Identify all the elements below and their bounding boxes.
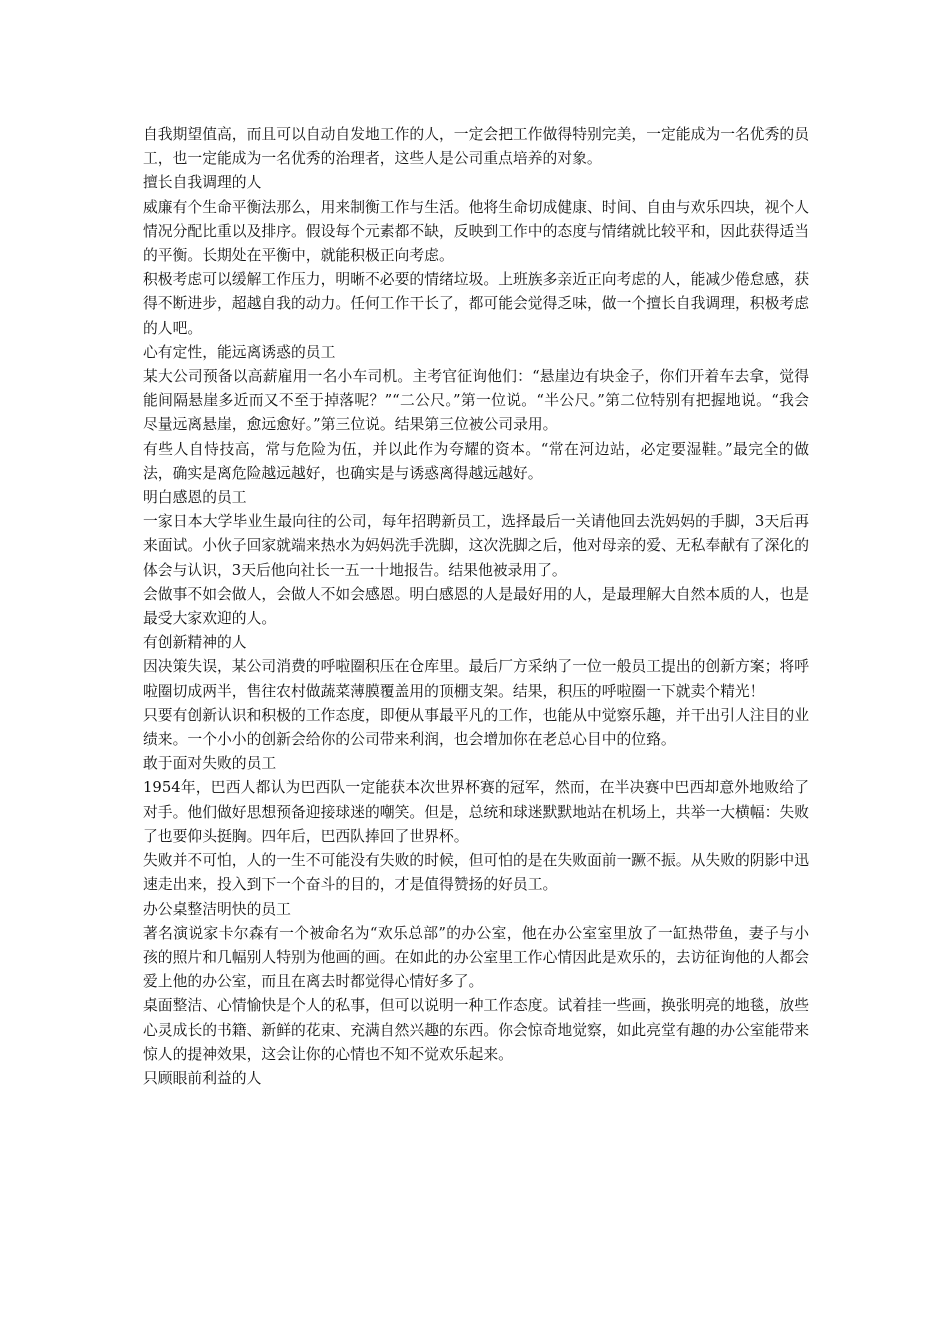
section-heading: 心有定性，能远离诱惑的员工 bbox=[143, 343, 336, 361]
paragraph: 积极考虑可以缓解工作压力，明晰不必要的情绪垃圾。上班族多亲近正向考虑的人，能减少倦怠感，获得不断进步，超越自我的动力。任何工作干长了，都可能会觉得乏味，做一个擅长自我调理，积极考虑的人吧。 bbox=[143, 271, 809, 337]
paragraph: 失败并不可怕，人的一生不可能没有失败的时候，但可怕的是在失败面前一蹶不振。从失败的阴影中迅速走出来，投入到下一个奋斗的目的，才是值得赞扬的好员工。 bbox=[143, 852, 809, 894]
paragraph: 只要有创新认识和积极的工作态度，即便从事最平凡的工作，也能从中觉察乐趣，并干出引人注目的业绩来。一个小小的创新会给你的公司带来利润，也会增加你在老总心目中的位臵。 bbox=[143, 706, 809, 749]
paragraph: 会做事不如会做人，会做人不如会感恩。明白感恩的人是最好用的人，是最理解大自然本质的人，也是最受大家欢迎的人。 bbox=[143, 585, 809, 628]
section-heading: 办公桌整洁明快的员工 bbox=[143, 900, 291, 918]
paragraph: 桌面整洁、心情愉快是个人的私事，但可以说明一种工作态度。试着挂一些画，换张明亮的地毯，放些心灵成长的书籍、新鲜的花束、充满自然兴趣的东西。你会惊奇地觉察，如此亮堂有趣的办公室能带来惊人的提神效果，这会让你的心情也不知不觉欢乐起来。 bbox=[143, 997, 809, 1063]
paragraph: 威廉有个生命平衡法那么，用来制衡工作与生活。他将生命切成健康、时间、自由与欢乐四块，视个人情况分配比重以及排序。假设每个元素都不缺，反映到工作中的态度与情绪就比较平和，因此获得适当的平衡。长期处在平衡中，就能积极正向考虑。 bbox=[143, 198, 809, 265]
paragraph: 某大公司预备以高薪雇用一名小车司机。主考官征询他们：“悬崖边有块金子，你们开着车去拿，觉得能间隔悬崖多近而又不至于掉落呢？”“二公尺。”第一位说。“半公尺。”第二位特别有把握地说。“我会尽量远离悬崖，愈远愈好。”第三位说。结果第三位被公司录用。 bbox=[143, 368, 809, 434]
paragraph: 有些人自恃技高，常与危险为伍，并以此作为夸耀的资本。“常在河边站，必定要湿鞋。”最完全的做法，确实是离危险越远越好，也确实是与诱惑离得越远越好。 bbox=[143, 440, 809, 482]
paragraph: 1954年，巴西人都认为巴西队一定能获本次世界杯赛的冠军，然而，在半决赛中巴西却意外地败给了对手。他们做好思想预备迎接球迷的嘲笑。但是，总统和球迷默默地站在机场上，共举一大横幅：失败了也要仰头挺胸。四年后，巴西队捧回了世界杯。 bbox=[143, 779, 809, 845]
paragraph: 因决策失误，某公司消费的呼啦圈积压在仓库里。最后厂方采纳了一位一般员工提出的创新方案；将呼啦圈切成两半，售往农村做蔬菜薄膜覆盖用的顶棚支架。结果，积压的呼啦圈一下就卖个精光！ bbox=[143, 658, 809, 700]
paragraph: 自我期望值高，而且可以自动自发地工作的人，一定会把工作做得特别完美，一定能成为一名优秀的员工，也一定能成为一名优秀的治理者，这些人是公司重点培养的对象。 bbox=[143, 126, 809, 168]
paragraph: 著名演说家卡尔森有一个被命名为“欢乐总部”的办公室，他在办公室室里放了一缸热带鱼，妻子与小孩的照片和几幅别人特别为他画的画。在如此的办公室里工作心情因此是欢乐的，去访征询他的人都会爱上他的办公室，而且在离去时都觉得心情好多了。 bbox=[143, 924, 809, 991]
paragraph: 一家日本大学毕业生最向往的公司，每年招聘新员工，选择最后一关请他回去洗妈妈的手脚，3天后再来面试。小伙子回家就端来热水为妈妈洗手洗脚，这次洗脚之后，他对母亲的爱、无私奉献有了深化的体会与认识，3天后他向社长一五一十地报告。结果他被录用了。 bbox=[143, 513, 809, 579]
section-heading: 擅长自我调理的人 bbox=[143, 174, 262, 192]
section-heading: 有创新精神的人 bbox=[143, 634, 247, 652]
section-heading: 明白感恩的员工 bbox=[143, 489, 247, 507]
document-body bbox=[143, 123, 809, 1091]
section-heading: 敢于面对失败的员工 bbox=[143, 755, 277, 773]
section-heading: 只顾眼前利益的人 bbox=[143, 1069, 262, 1087]
